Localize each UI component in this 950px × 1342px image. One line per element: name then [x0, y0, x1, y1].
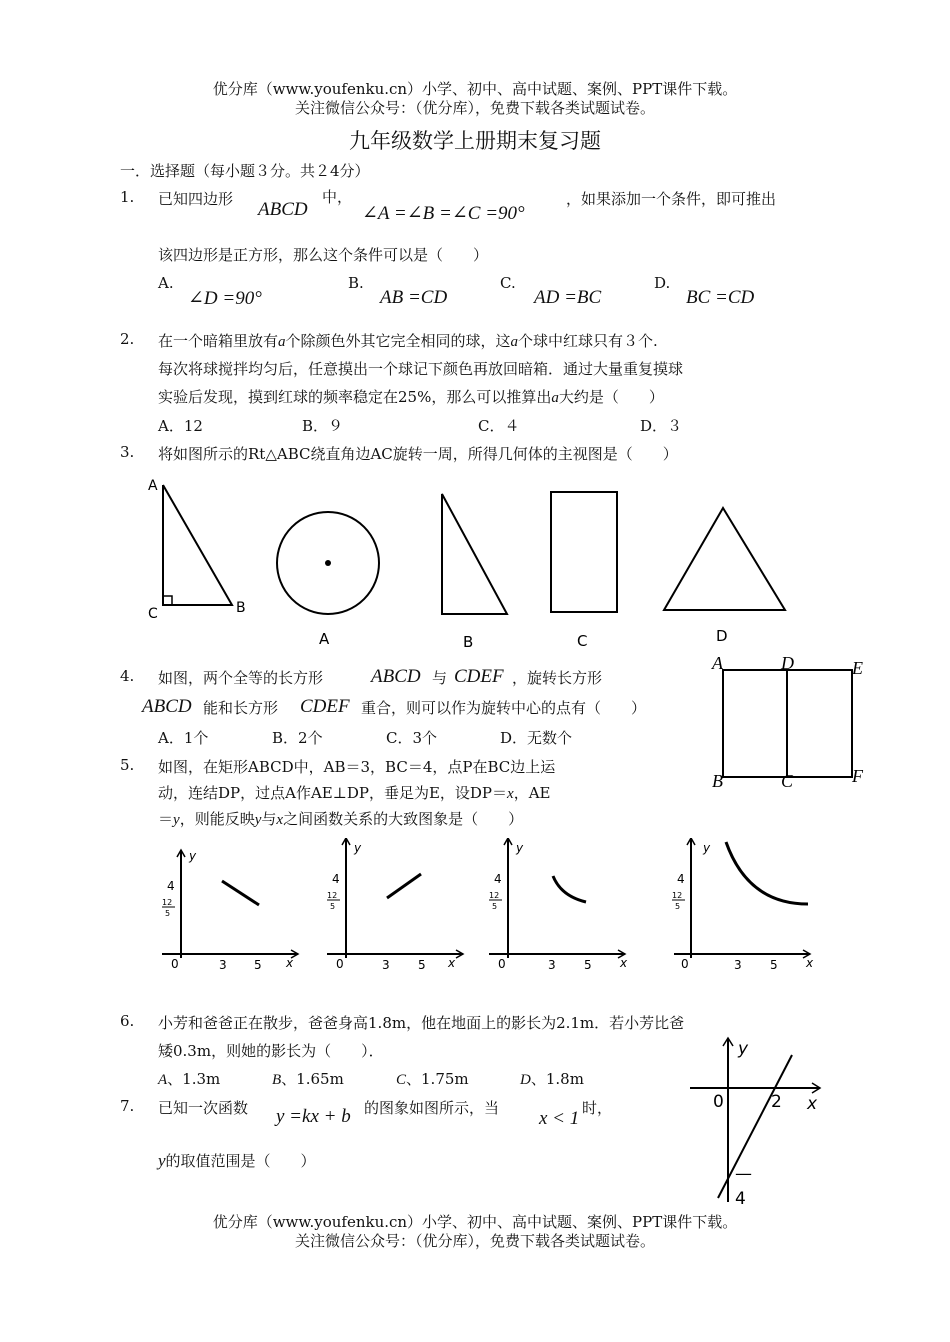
q5c-label-x: x	[620, 956, 628, 970]
q1-option-b-label: B.	[348, 274, 364, 292]
q6-line-2: 矮0.3m，则她的影长为（ ）．	[158, 1042, 384, 1060]
q6-option-c	[396, 1068, 469, 1089]
q3-label-b: B	[236, 600, 246, 616]
q4-option-d: D．无数个	[500, 729, 573, 747]
q5-l3a: ＝	[158, 810, 174, 828]
q5-var-x-2: x	[276, 812, 284, 828]
q7-math-cond: x < 1	[539, 1108, 580, 1129]
q5-line-2	[158, 782, 551, 803]
q6-number: 6.	[120, 1012, 135, 1030]
q1-text-2: 中，	[322, 188, 353, 206]
q5d-label-5den: 5	[675, 902, 681, 911]
header-line-1: 优分库（www.youfenku.cn）小学、初中、高中试题、案例、PPT课件下载。	[212, 80, 738, 98]
q3-option-a-circle	[277, 512, 379, 648]
q7-label-x: x	[807, 1094, 818, 1114]
q2-number: 2.	[120, 330, 135, 348]
q5c-label-4: 4	[494, 872, 502, 886]
q3-figures	[140, 470, 820, 650]
q4-math-cdef-2: CDEF	[300, 696, 350, 717]
q1-text-1: 已知四边形	[158, 190, 234, 208]
q5-l3b: ，则能反映	[179, 810, 255, 828]
page-title: 九年级数学上册期末复习题	[349, 129, 601, 153]
q2-option-c: C．４	[478, 417, 520, 435]
q5-var-y-1: y	[173, 812, 180, 828]
q1-option-b: AB =CD	[380, 287, 448, 308]
q5-graph-c	[485, 838, 635, 978]
q4-label-d: D	[781, 653, 794, 673]
q5-var-x-1: x	[507, 786, 514, 802]
q5d-label-12: 12	[672, 891, 683, 900]
q4-label-a: A	[712, 653, 723, 673]
q7-text-2: 的图象如图所示，当	[364, 1099, 500, 1117]
q7-label-0: 0	[713, 1092, 724, 1112]
q5-graph-b	[323, 838, 473, 978]
q3-option-d-triangle	[664, 508, 785, 645]
q5b-label-3: 3	[382, 958, 390, 972]
q7-label-4: 4	[735, 1189, 746, 1209]
q4-math-abcd-2: ABCD	[142, 696, 192, 717]
q7-line-2	[158, 1150, 316, 1171]
q5-l3d: 之间函数关系的大致图象是（ ）	[283, 810, 524, 828]
footer-line-2: 关注微信公众号：（优分库），免费下载各类试题试卷。	[294, 1232, 655, 1250]
q5-l2a: 动，连结DP，过点A作AE⊥DP，垂足为E，设DP＝	[158, 784, 508, 802]
q4-math-abcd-1: ABCD	[371, 666, 421, 687]
q2-l1b: 个除颜色外其它完全相同的球，这	[285, 332, 511, 350]
footer-line-1: 优分库（www.youfenku.cn）小学、初中、高中试题、案例、PPT课件下载。	[212, 1213, 738, 1231]
q5-graph-a	[158, 838, 308, 978]
q5a-label-0: 0	[171, 957, 179, 971]
q5c-label-5: 5	[584, 958, 592, 972]
q5d-label-5: 5	[770, 958, 778, 972]
q5-number: 5.	[120, 756, 135, 774]
q1-text-3: ，如果添加一个条件，即可推出	[566, 190, 777, 208]
q4-option-a: A．1个	[158, 729, 209, 747]
q6-option-b-text: 、1.65m	[281, 1070, 344, 1088]
q4-option-c: C．3个	[386, 729, 438, 747]
q4-math-cdef-1: CDEF	[454, 666, 504, 687]
q5-l3c: 与	[261, 810, 277, 828]
q2-option-b: B．９	[302, 417, 344, 435]
q4-number: 4.	[120, 667, 135, 685]
q7-label-y: y	[738, 1039, 749, 1059]
q5d-label-3: 3	[734, 958, 742, 972]
q7-l2: 的取值范围是（ ）	[165, 1152, 316, 1170]
q2-line-1	[158, 330, 658, 351]
q5a-label-5: 5	[254, 958, 262, 972]
q3-option-a-label: A	[319, 630, 330, 648]
q2-var-a-1: a	[278, 334, 286, 350]
q6-option-a-letter: A	[158, 1072, 168, 1088]
q2-option-a: A．12	[158, 417, 203, 435]
q4-text-5: 重合，则可以作为旋转中心的点有（ ）	[361, 699, 647, 717]
q5-graph-d	[670, 838, 820, 978]
q5b-label-x: x	[448, 956, 456, 970]
q1-math-angles: ∠A =∠B =∠C =90°	[362, 203, 525, 224]
q6-option-d-text: 、1.8m	[530, 1070, 584, 1088]
q5a-label-5den: 5	[165, 909, 171, 918]
q5c-label-y: y	[516, 841, 524, 855]
q2-line-2: 每次将球搅拌均匀后，任意摸出一个球记下颜色再放回暗箱．通过大量重复摸球	[158, 360, 684, 378]
q3-option-b-label: B	[463, 633, 474, 650]
q2-line-3	[158, 386, 664, 407]
q5-var-y-2: y	[254, 812, 262, 828]
q5a-label-y: y	[189, 849, 197, 863]
q6-option-d-letter: D	[520, 1072, 531, 1088]
q5b-label-0: 0	[336, 957, 344, 971]
q1-option-a-label: A.	[158, 274, 174, 292]
q6-option-d	[520, 1068, 584, 1089]
q6-option-b-letter: B	[272, 1072, 282, 1088]
q6-option-c-text: 、1.75m	[406, 1070, 469, 1088]
q6-option-c-letter: C	[396, 1072, 407, 1088]
q2-l1a: 在一个暗箱里放有	[158, 332, 279, 350]
q5b-label-4: 4	[332, 872, 340, 886]
q5b-label-5: 5	[418, 958, 426, 972]
q2-option-d: D．３	[640, 417, 683, 435]
q7-label-minus: —	[735, 1164, 752, 1184]
q3-label-c: C	[148, 606, 158, 622]
q5-l2b: ，AE	[513, 784, 551, 802]
q3-option-c-label: C	[577, 632, 588, 650]
q5b-label-12: 12	[327, 891, 338, 900]
q1-line-2: 该四边形是正方形，那么这个条件可以是（ ）	[158, 246, 489, 264]
q7-number: 7.	[120, 1097, 135, 1115]
q1-option-d-label: D.	[654, 274, 671, 292]
q3-triangle-abc	[148, 478, 246, 622]
q1-option-a: ∠D =90°	[188, 288, 262, 309]
q4-text-3: ，旋转长方形	[512, 669, 603, 687]
q3-number: 3.	[120, 443, 135, 461]
q4-label-c: C	[781, 771, 794, 791]
q6-option-b	[272, 1068, 344, 1089]
q5c-label-3: 3	[548, 958, 556, 972]
q4-text-4: 能和长方形	[203, 699, 279, 717]
q3-option-b-triangle	[442, 494, 507, 650]
q2-l3b: 大约是（ ）	[558, 388, 664, 406]
q2-var-a-3: a	[551, 390, 559, 406]
q5-line-3	[158, 808, 523, 829]
q6-line-1: 小芳和爸爸正在散步，爸爸身高1.8m，他在地面上的影长为2.1m．若小芳比爸	[158, 1014, 685, 1032]
q5c-label-0: 0	[498, 957, 506, 971]
q1-option-c-label: C.	[500, 274, 516, 292]
q4-option-b: B．2个	[272, 729, 323, 747]
q7-math-func: y =kx + b	[276, 1106, 351, 1127]
q7-text-1: 已知一次函数	[158, 1099, 249, 1117]
q7-label-2: 2	[771, 1092, 782, 1112]
q4-label-f: F	[852, 766, 863, 786]
q2-l3a: 实验后发现，摸到红球的频率稳定在25%，那么可以推算出	[158, 388, 552, 406]
q4-text-1: 如图，两个全等的长方形	[158, 669, 324, 687]
q3-text: 将如图所示的Rt△ABC绕直角边AC旋转一周，所得几何体的主视图是（ ）	[158, 445, 678, 463]
q2-l1c: 个球中红球只有３个.	[518, 332, 658, 350]
q1-option-d: BC =CD	[686, 287, 755, 308]
q4-text-2: 与	[432, 669, 448, 687]
q7-var-y: y	[158, 1151, 166, 1170]
q3-label-a: A	[148, 478, 158, 494]
q5a-label-12: 12	[162, 898, 173, 907]
q7-text-3: 时，	[582, 1099, 613, 1117]
q5a-label-4: 4	[167, 879, 175, 893]
header-line-2: 关注微信公众号：（优分库），免费下载各类试题试卷。	[294, 99, 655, 117]
q6-option-a-text: 、1.3m	[167, 1070, 221, 1088]
q1-option-c: AD =BC	[534, 287, 602, 308]
q3-option-c-rectangle	[551, 492, 617, 650]
q3-option-d-label: D	[716, 627, 728, 645]
q5c-label-12: 12	[489, 891, 500, 900]
q5c-label-5den: 5	[492, 902, 498, 911]
q5d-label-x: x	[806, 956, 814, 970]
q7-figure	[680, 1030, 830, 1210]
q5d-label-0: 0	[681, 957, 689, 971]
q5d-label-4: 4	[677, 872, 685, 886]
q5a-label-3: 3	[219, 958, 227, 972]
q1-math-abcd: ABCD	[258, 199, 308, 220]
q6-option-a	[158, 1068, 220, 1089]
q1-number: 1.	[120, 188, 135, 206]
q5b-label-y: y	[354, 841, 362, 855]
q4-label-e: E	[852, 658, 863, 678]
q4-figure	[700, 650, 880, 795]
q2-var-a-2: a	[510, 334, 519, 350]
q5-line-1: 如图，在矩形ABCD中，AB＝3，BC＝4，点P在BC边上运	[158, 758, 556, 776]
section-heading: 一．选择题（每小题３分。共２4分）	[120, 162, 370, 180]
q5a-label-x: x	[286, 956, 294, 970]
q5d-label-y: y	[703, 841, 711, 855]
q5b-label-5den: 5	[330, 902, 336, 911]
q4-label-b: B	[712, 771, 723, 791]
